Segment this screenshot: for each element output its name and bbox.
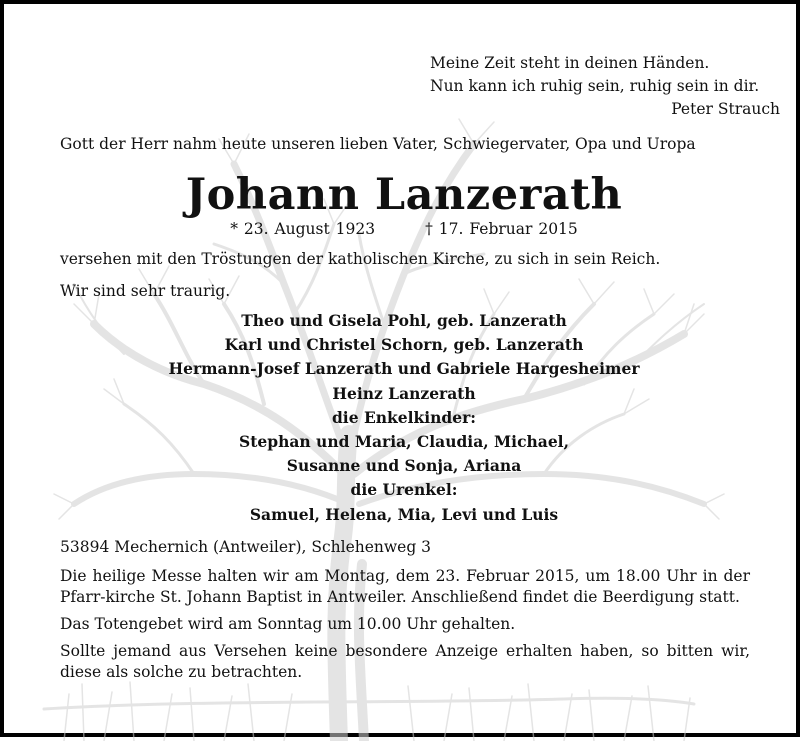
death-date: † 17. Februar 2015 — [425, 220, 578, 238]
apology-notice: Sollte jemand aus Versehen keine besondere Anzeige erhalten haben, so bitten wir, diese als solche zu betrachten. — [60, 642, 750, 681]
family-line: Stephan und Maria, Claudia, Michael, — [239, 432, 569, 452]
epigraph-author: Peter Strauch — [671, 100, 780, 118]
family-heading-great-grandchildren: die Urenkel: — [350, 480, 458, 500]
family-line: Samuel, Helena, Mia, Levi und Luis — [249, 504, 559, 524]
family-line: Susanne und Sonja, Ariana — [286, 456, 522, 476]
birth-date: * 23. August 1923 — [230, 220, 376, 238]
life-dates — [4, 220, 800, 238]
family-line: Theo und Gisela Pohl, geb. Lanzerath — [241, 311, 567, 330]
family-line: Heinz Lanzerath — [332, 383, 476, 403]
notice-content — [4, 4, 800, 741]
prayer-notice: Das Totengebet wird am Sonntag um 10.00 Uhr gehalten. — [60, 615, 516, 633]
family-line: Karl und Christel Schorn, geb. Lanzerath — [224, 335, 584, 355]
epigraph — [430, 52, 780, 121]
intro-text: Gott der Herr nahm heute unseren lieben Vater, Schwiegervater, Opa und Uropa — [60, 135, 696, 153]
epigraph-line-2: Nun kann ich ruhig sein, ruhig sein in dir. — [430, 77, 760, 95]
mourning-address: 53894 Mechernich (Antweiler), Schlehenweg 3 — [60, 538, 432, 556]
epigraph-line-1: Meine Zeit steht in deinen Händen. — [430, 54, 710, 72]
family-list — [4, 309, 800, 527]
mass-notice: Die heilige Messe halten wir am Montag, dem 23. Februar 2015, um 18.00 Uhr in der Pfarr-kirche St. Johann Baptist in Antweiler. Anschließend findet die Beerdigung statt. — [60, 567, 750, 606]
family-heading-grandchildren: die Enkelkinder: — [331, 407, 477, 427]
deceased-name: Johann Lanzerath — [185, 170, 623, 220]
sacraments-text: versehen mit den Tröstungen der katholischen Kirche, zu sich in sein Reich. — [60, 250, 661, 268]
service-notices — [60, 566, 750, 689]
family-line: Hermann-Josef Lanzerath und Gabriele Hargesheimer — [168, 359, 640, 379]
sorrow-text: Wir sind sehr traurig. — [60, 282, 231, 300]
